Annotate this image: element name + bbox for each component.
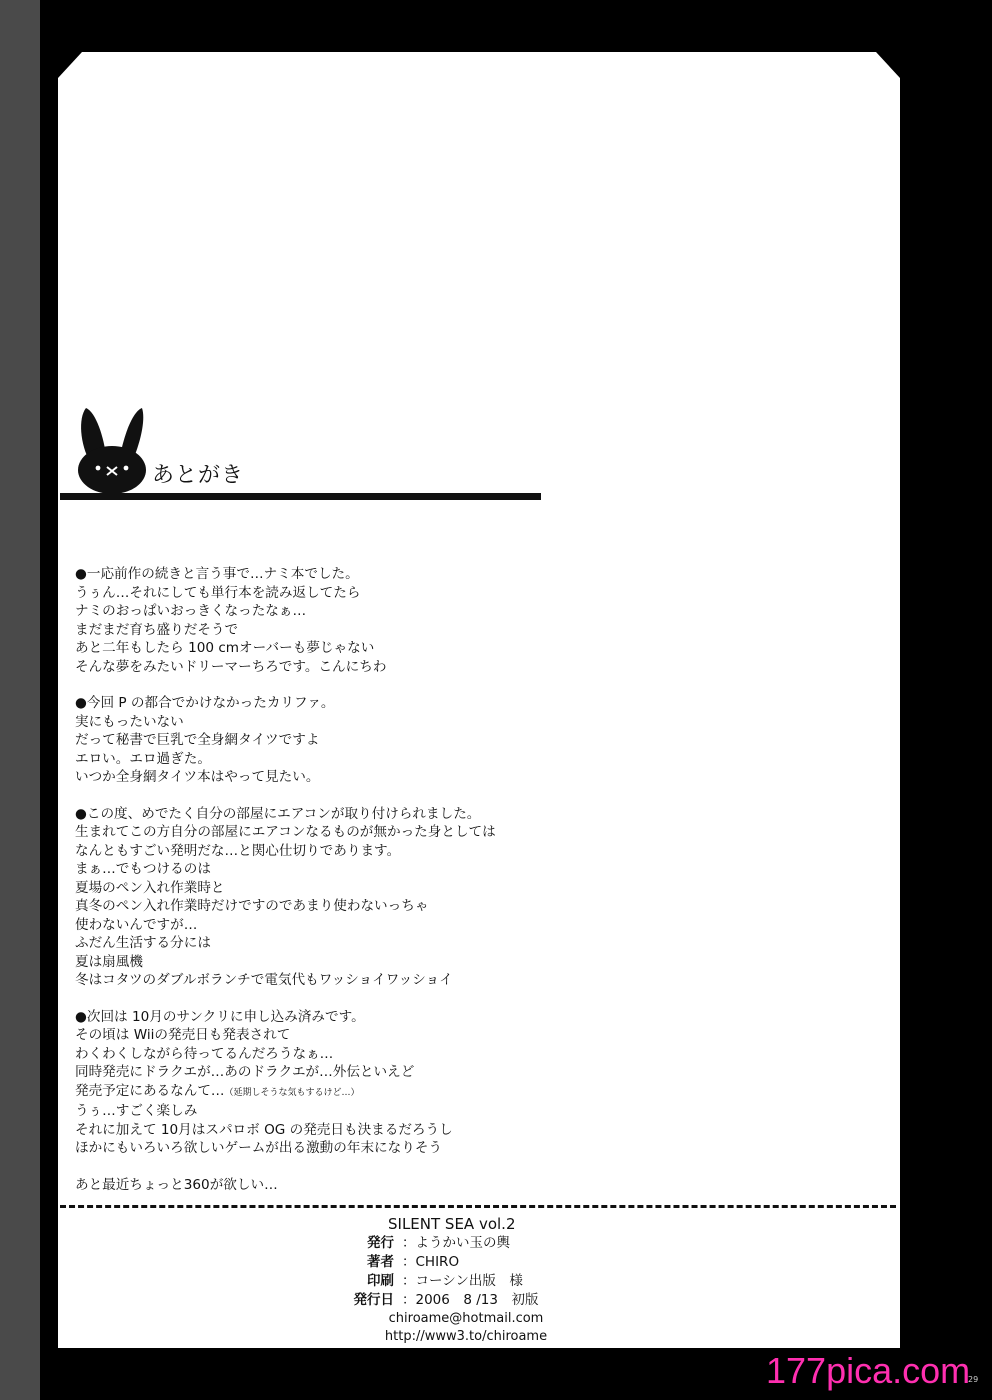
- text-line: 夏場のペン入れ作業時と: [75, 879, 225, 896]
- left-border: [0, 0, 40, 1400]
- paragraph-3: [75, 805, 545, 990]
- text-line: 同時発売にドラクエが…あのドラクエが…外伝といえど: [75, 1064, 415, 1080]
- text-line: 真冬のペン入れ作業時だけですのであまり使わないっちゃ: [75, 898, 429, 914]
- text-line: うぅ…すごく楽しみ: [75, 1103, 198, 1119]
- text-line: 夏は扇風機: [75, 953, 143, 970]
- colophon-key: 発行: [367, 1235, 394, 1251]
- text-line: ほかにもいろいろ欲しいゲームが出る激動の年末になりそう: [75, 1140, 443, 1156]
- page-number: 29: [968, 1375, 979, 1384]
- colophon-row-publisher: [340, 1234, 640, 1253]
- colophon: [340, 1214, 640, 1346]
- afterword-heading: [76, 404, 556, 504]
- text-line: 使わないんですが…: [75, 916, 198, 933]
- aside-note: （延期しそうな気もするけど…）: [224, 1087, 360, 1098]
- contact-email: chiroame@hotmail.com: [388, 1311, 544, 1326]
- colophon-value: ：CHIRO: [402, 1254, 460, 1270]
- paragraph-5: [75, 1176, 545, 1195]
- text-line: わくわくしながら待ってるんだろうなぁ…: [75, 1045, 334, 1062]
- text-line: そんな夢をみたいドリーマーちろです。こんにちわ: [75, 658, 387, 675]
- site-watermark: 177pica.com: [766, 1350, 971, 1391]
- colophon-value: ：コーシン出版 様: [402, 1273, 523, 1289]
- text-line: ●一応前作の続きと言う事で…ナミ本でした。: [75, 566, 359, 582]
- colophon-value: ：2006 8 /13 初版: [402, 1292, 539, 1308]
- colophon-row-date: [340, 1291, 640, 1310]
- contact-url: http://www3.to/chiroame: [384, 1329, 548, 1344]
- text-line: だって秘書で巨乳で全身網タイツですよ: [75, 732, 320, 748]
- afterword-body: [75, 565, 545, 1212]
- text-line: 発売予定にあるなんて…: [75, 1082, 225, 1099]
- text-line: あと最近ちょっと360が欲しい…: [75, 1176, 278, 1193]
- text-line: 冬はコタツのダブルボランチで電気代もワッショイワッショイ: [75, 972, 453, 988]
- rabbit-icon: [76, 404, 148, 496]
- paragraph-4: [75, 1008, 545, 1158]
- paragraph-1: [75, 565, 545, 676]
- text-line: それに加えて 10月はスパロボ OG の発売日も決まるだろうし: [75, 1121, 453, 1138]
- text-line: 実にもったいない: [75, 713, 184, 730]
- heading-rule: [60, 493, 541, 500]
- text-line: なんともすごい発明だな…と関心仕切りであります。: [75, 842, 401, 859]
- colophon-value: ：ようかい玉の輿: [402, 1235, 510, 1251]
- colophon-key: 著者: [367, 1254, 394, 1270]
- text-line: まだまだ育ち盛りだそうで: [75, 621, 239, 638]
- text-line: あと二年もしたら 100 cmオーバーも夢じゃない: [75, 640, 375, 656]
- text-line: 生まれてこの方自分の部屋にエアコンなるものが無かった身としては: [75, 824, 496, 840]
- right-border: [952, 0, 992, 1400]
- colophon-key: 発行日: [353, 1292, 394, 1308]
- heading-title: あとがき: [152, 463, 245, 488]
- colophon-key: 印刷: [367, 1273, 394, 1289]
- dashed-divider: [60, 1205, 896, 1208]
- text-line: うぅん…それにしても単行本を読み返してたら: [75, 584, 361, 601]
- text-line: その頃は Wiiの発売日も発表されて: [75, 1027, 291, 1043]
- paragraph-2: [75, 694, 545, 787]
- text-line: まぁ…でもつけるのは: [75, 861, 211, 877]
- text-line: エロい。エロ過ぎた。: [75, 750, 211, 767]
- text-line-with-note: [75, 1082, 545, 1103]
- text-line: ●この度、めでたく自分の部屋にエアコンが取り付けられました。: [75, 805, 481, 822]
- text-line: いつか全身網タイツ本はやって見たい。: [75, 769, 320, 785]
- book-title: SILENT SEA vol.2: [388, 1215, 516, 1233]
- text-line: ふだん生活する分には: [75, 935, 211, 951]
- text-line: ●今回 P の都合でかけなかったカリファ。: [75, 695, 335, 711]
- text-line: ●次回は 10月のサンクリに申し込み済みです。: [75, 1008, 365, 1025]
- colophon-row-author: [340, 1253, 640, 1272]
- text-line: ナミのおっぱいおっきくなったなぁ…: [75, 603, 307, 619]
- colophon-row-printer: [340, 1272, 640, 1291]
